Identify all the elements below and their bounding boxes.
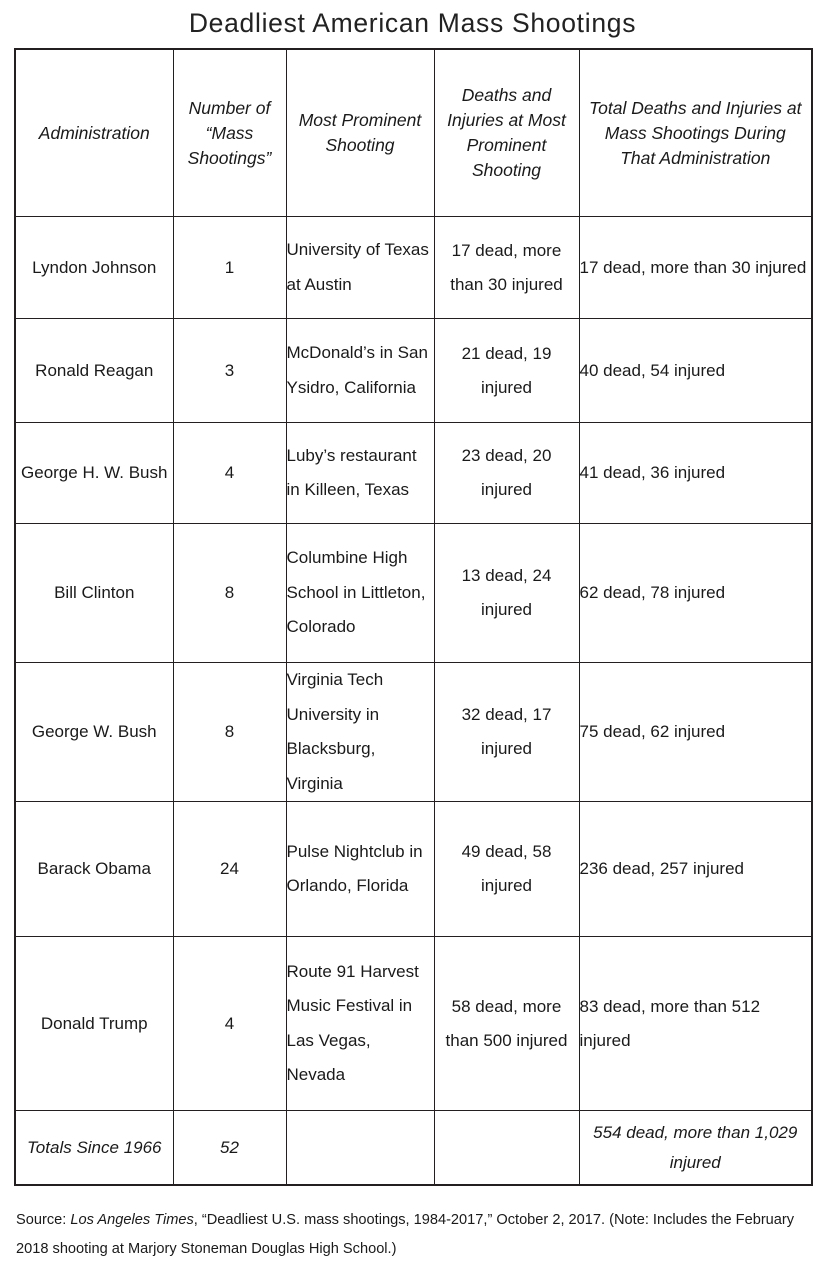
cell-total-casualties: 75 dead, 62 injured (579, 663, 812, 802)
cell-totals-label: Totals Since 1966 (15, 1111, 173, 1186)
source-prefix: Source: (16, 1212, 71, 1228)
cell-most-prominent-shooting: Pulse Nightclub in Orlando, Florida (286, 802, 434, 937)
cell-most-prominent-shooting: University of Texas at Austin (286, 217, 434, 319)
column-header-deaths-and-injuries-at-most-prominent-shooting: Deaths and Injuries at Most Prominent Shooting (434, 49, 579, 217)
cell-administration: Ronald Reagan (15, 319, 173, 423)
table-row (15, 319, 812, 423)
cell-administration: George H. W. Bush (15, 423, 173, 524)
table-header-row (15, 49, 812, 217)
cell-shooting-count: 1 (173, 217, 286, 319)
source-note (16, 1206, 811, 1264)
shootings-table (14, 48, 813, 1186)
table-row (15, 937, 812, 1111)
cell-prominent-casualties: 21 dead, 19 injured (434, 319, 579, 423)
table-header (15, 49, 812, 217)
column-header-administration: Administration (15, 49, 173, 217)
cell-total-casualties: 83 dead, more than 512 injured (579, 937, 812, 1111)
column-header-total-deaths-and-injuries: Total Deaths and Injuries at Mass Shootings During That Administration (579, 49, 812, 217)
cell-prominent-casualties: 13 dead, 24 injured (434, 524, 579, 663)
cell-prominent-casualties: 49 dead, 58 injured (434, 802, 579, 937)
table-row (15, 663, 812, 802)
cell-administration: Bill Clinton (15, 524, 173, 663)
shootings-table-container (14, 48, 811, 1186)
cell-administration: George W. Bush (15, 663, 173, 802)
table-totals-row (15, 1111, 812, 1186)
cell-administration: Lyndon Johnson (15, 217, 173, 319)
cell-prominent-casualties: 58 dead, more than 500 injured (434, 937, 579, 1111)
table-row (15, 217, 812, 319)
page-title: Deadliest American Mass Shootings (188, 8, 637, 38)
column-header-most-prominent-shooting: Most Prominent Shooting (286, 49, 434, 217)
cell-shooting-count: 8 (173, 663, 286, 802)
cell-shooting-count: 8 (173, 524, 286, 663)
source-publication: Los Angeles Times (70, 1212, 194, 1228)
cell-total-casualties: 41 dead, 36 injured (579, 423, 812, 524)
cell-most-prominent-shooting: Luby’s restaurant in Killeen, Texas (286, 423, 434, 524)
cell-total-casualties: 62 dead, 78 injured (579, 524, 812, 663)
cell-most-prominent-shooting: McDonald’s in San Ysidro, California (286, 319, 434, 423)
source-rest: , “Deadliest U.S. mass shootings, 1984-2017,” October 2, 2017. (Note: Includes the February 2018 shooting at Marjory Stoneman Douglas High School.) (16, 1212, 795, 1257)
column-header-number-of-mass-shootings: Number of “Mass Shootings” (173, 49, 286, 217)
cell-administration: Donald Trump (15, 937, 173, 1111)
cell-totals-shooting-count: 52 (173, 1111, 286, 1186)
cell-most-prominent-shooting: Columbine High School in Littleton, Colorado (286, 524, 434, 663)
cell-shooting-count: 4 (173, 937, 286, 1111)
table-body (15, 217, 812, 1186)
cell-total-casualties: 40 dead, 54 injured (579, 319, 812, 423)
cell-most-prominent-shooting: Route 91 Harvest Music Festival in Las Vegas, Nevada (286, 937, 434, 1111)
cell-total-casualties: 17 dead, more than 30 injured (579, 217, 812, 319)
cell-totals-most-prominent-shooting (286, 1111, 434, 1186)
cell-shooting-count: 24 (173, 802, 286, 937)
cell-shooting-count: 4 (173, 423, 286, 524)
cell-total-casualties: 236 dead, 257 injured (579, 802, 812, 937)
cell-most-prominent-shooting: Virginia Tech University in Blacksburg, Virginia (286, 663, 434, 802)
table-row (15, 524, 812, 663)
table-row (15, 802, 812, 937)
cell-prominent-casualties: 23 dead, 20 injured (434, 423, 579, 524)
cell-prominent-casualties: 17 dead, more than 30 injured (434, 217, 579, 319)
table-row (15, 423, 812, 524)
cell-prominent-casualties: 32 dead, 17 injured (434, 663, 579, 802)
cell-shooting-count: 3 (173, 319, 286, 423)
cell-totals-total-casualties: 554 dead, more than 1,029 injured (579, 1111, 812, 1186)
cell-administration: Barack Obama (15, 802, 173, 937)
cell-totals-prominent-casualties (434, 1111, 579, 1186)
